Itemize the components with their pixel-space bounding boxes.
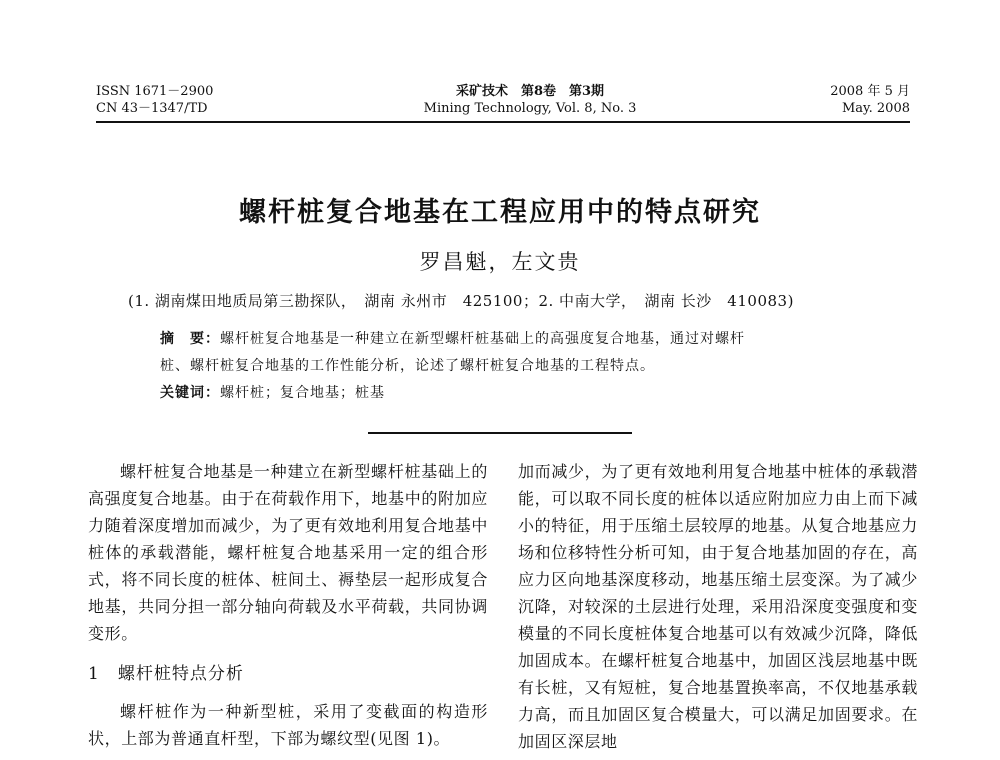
affiliation: (1. 湖南煤田地质局第三勘探队， 湖南 永州市 425100；2. 中南大学， 湖南 长沙 410083) <box>128 292 794 310</box>
keywords-text: 螺杆桩；复合地基；桩基 <box>220 385 385 401</box>
authors: 罗昌魁，左文贵 <box>419 250 581 274</box>
section-1-heading: 1 螺杆桩特点分析 <box>88 664 244 684</box>
left-column <box>88 458 488 752</box>
body-paragraph-2: 螺杆桩作为一种新型桩，采用了变截面的构造形状，上部为普通直杆型，下部为螺纹型(见图 1)。 <box>88 702 488 748</box>
keywords <box>160 382 880 402</box>
abstract-line-1: 螺杆桩复合地基是一种建立在新型螺杆桩基础上的高强度复合地基，通过对螺杆 <box>220 331 745 347</box>
keywords-label: 关键词： <box>160 385 220 401</box>
cn-number: CN 43－1347/TD <box>96 101 208 116</box>
journal-title-en: Mining Technology, Vol. 8, No. 3 <box>423 101 637 116</box>
right-column <box>518 458 918 755</box>
body-paragraph-1: 螺杆桩复合地基是一种建立在新型螺杆桩基础上的高强度复合地基。由于在荷载作用下，地基中的附加应力随着深度增加而减少，为了更有效地利用复合地基中桩体的承载潜能，螺杆桩复合地基采用一定的组合形式，将不同长度的桩体、桩间土、褥垫层一起形成复合地基，共同分担一部分轴向荷载及水平荷载，共同协调变形。 <box>88 462 488 643</box>
journal-title-cn: 采矿技术 第8卷 第3期 <box>455 84 605 99</box>
abstract-line-2: 桩、螺杆桩复合地基的工作性能分析，论述了螺杆桩复合地基的工程特点。 <box>160 358 655 374</box>
abstract-divider <box>368 432 632 434</box>
date-en: May. 2008 <box>841 101 910 116</box>
abstract-label: 摘 要： <box>160 331 220 347</box>
issn: ISSN 1671－2900 <box>96 84 214 99</box>
date-cn: 2008 年 5 月 <box>830 84 910 99</box>
header-rule <box>96 121 910 123</box>
paper-title: 螺杆桩复合地基在工程应用中的特点研究 <box>239 197 761 228</box>
abstract <box>160 328 880 348</box>
body-paragraph-3: 加而减少，为了更有效地利用复合地基中桩体的承载潜能，可以取不同长度的桩体以适应附加应力由上而下减小的特征，用于压缩土层较厚的地基。从复合地基应力场和位移特性分析可知，由于复合地基加固的存在，高应力区向地基深度移动，地基压缩土层变深。为了减少沉降，对较深的土层进行处理，采用沿深度变强度和变模量的不同长度桩体复合地基可以有效减少沉降，降低加固成本。在螺杆桩复合地基中，加固区浅层地基中既有长桩，又有短桩，复合地基置换率高，不仅地基承载力高，而且加固区复合模量大，可以满足加固要求。在加固区深层地 <box>518 462 918 751</box>
